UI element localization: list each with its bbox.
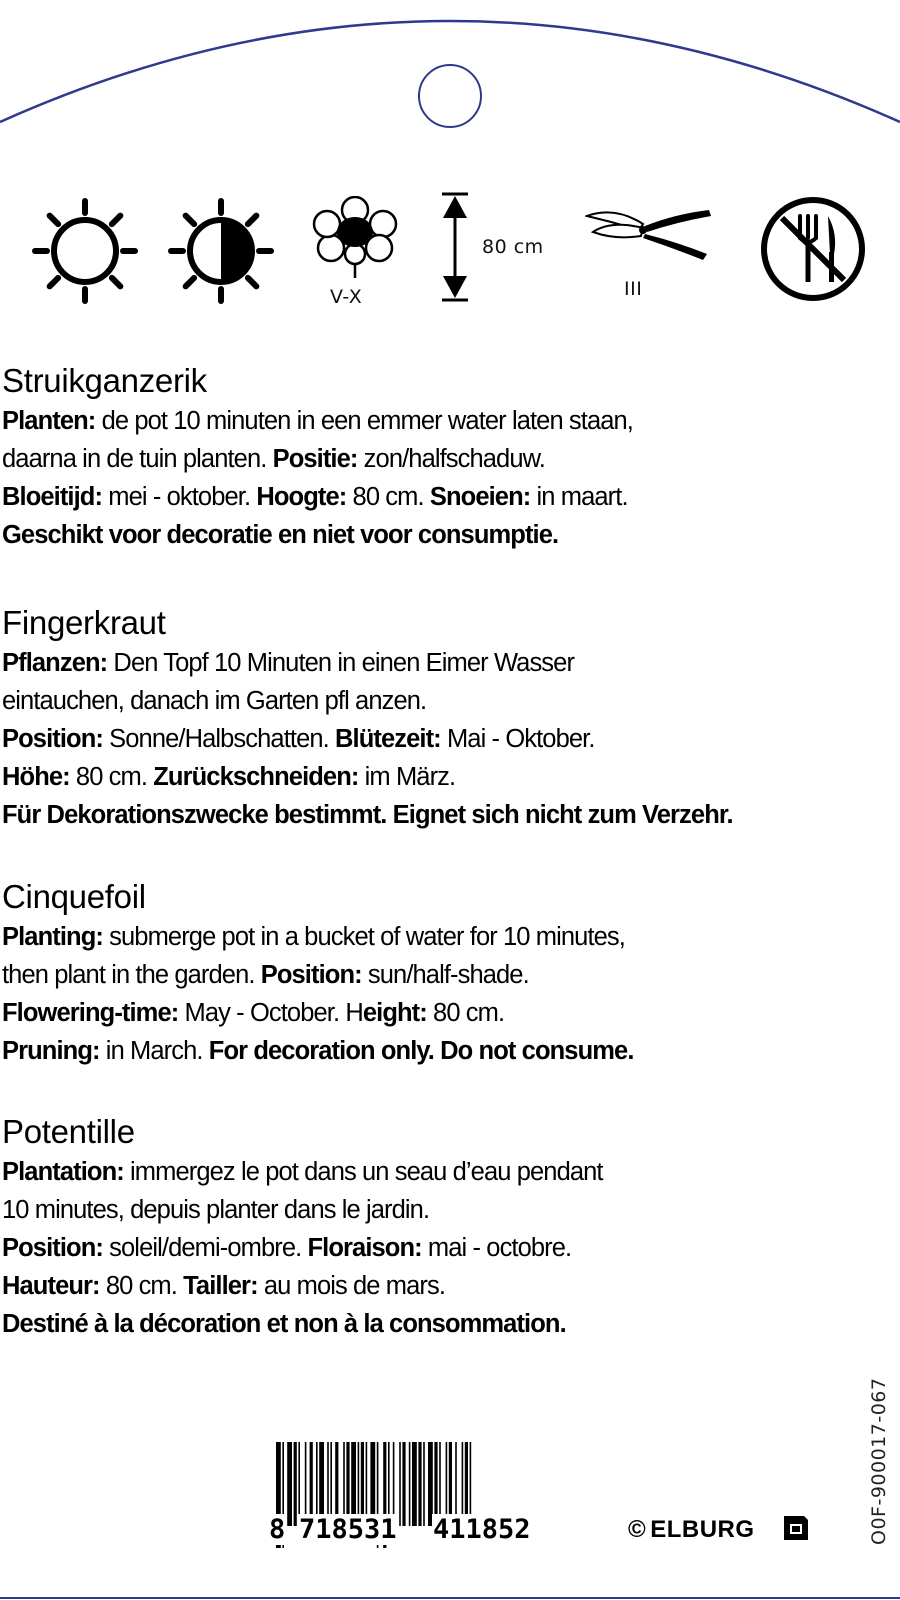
bold-label: Position:	[2, 725, 103, 753]
section-line	[2, 402, 898, 440]
body-text: then plant in the garden.	[2, 961, 261, 989]
hang-hole	[419, 65, 481, 127]
body-text: daarna in de tuin planten.	[2, 445, 273, 473]
section-french	[2, 1113, 898, 1343]
sun-ray	[248, 278, 256, 286]
body-text: 80 cm.	[69, 763, 154, 791]
section-line	[2, 918, 898, 956]
barcode-bar	[399, 1442, 401, 1526]
section-line	[2, 644, 898, 682]
body-text: immergez le pot dans un seau d’eau pendant	[123, 1158, 603, 1186]
bold-label: Planting:	[2, 923, 103, 951]
section-line	[2, 758, 898, 796]
half-shade-icon	[166, 196, 276, 306]
section-title: Struikganzerik	[2, 362, 207, 399]
barcode-bar	[409, 1442, 411, 1526]
flower-icon	[300, 196, 410, 281]
bold-label: Floraison:	[307, 1234, 422, 1262]
barcode-left-group: 718531	[299, 1514, 397, 1545]
body-text: mai - octobre.	[421, 1234, 572, 1262]
bold-label: Flowering-time:	[2, 999, 179, 1027]
bold-label: Höhe:	[2, 763, 70, 791]
bold-label: Geschikt voor decoratie en niet voor consumptie.	[2, 521, 559, 549]
pruning-shears-icon	[585, 206, 725, 266]
body-text: 80 cm.	[426, 999, 505, 1027]
section-line	[2, 994, 898, 1032]
bold-label: Position:	[2, 1234, 103, 1262]
section-german	[2, 604, 898, 834]
bold-label: For decoration only. Do not consume.	[208, 1037, 634, 1065]
barcode-bar	[402, 1442, 405, 1526]
brand-logo	[628, 1516, 755, 1544]
sun-ray	[186, 216, 194, 224]
brand-mark-icon	[782, 1512, 810, 1542]
section-line	[2, 1032, 898, 1070]
body-text: im März.	[358, 763, 456, 791]
barcode-first-digit: 8	[269, 1514, 286, 1545]
section-line	[2, 516, 898, 554]
bold-label: Plantation:	[2, 1158, 124, 1186]
pruning-caption: III	[624, 278, 643, 300]
section-title: Fingerkraut	[2, 604, 166, 641]
bold-label: Snoeien:	[429, 483, 531, 511]
flower-caption: V-X	[330, 286, 363, 308]
bold-label: Pruning:	[2, 1037, 100, 1065]
body-text: Den Topf 10 Minuten in einen Eimer Wasser	[107, 649, 575, 677]
section-line	[2, 440, 898, 478]
barcode-bar	[287, 1442, 292, 1526]
bold-label: Pflanzen:	[2, 649, 108, 677]
bold-label: Hauteur:	[2, 1272, 100, 1300]
body-text: soleil/demi-ombre.	[102, 1234, 308, 1262]
label-top-arch	[0, 21, 900, 122]
sun-ray	[186, 278, 194, 286]
not-edible-icon	[758, 194, 868, 304]
bold-label: Destiné à la décoration et non à la consommation.	[2, 1310, 566, 1338]
section-line	[2, 1305, 898, 1343]
section-line	[2, 1191, 898, 1229]
section-line	[2, 1267, 898, 1305]
bold-label: Hoogte:	[256, 483, 347, 511]
barcode-bar	[423, 1442, 425, 1526]
barcode-right-group: 411852	[433, 1514, 531, 1545]
height-arrow-icon	[440, 192, 470, 302]
bold-label: Blütezeit:	[335, 725, 441, 753]
section-line	[2, 1229, 898, 1267]
bold-label: Bloeitijd:	[2, 483, 103, 511]
body-text: zon/halfschaduw.	[357, 445, 545, 473]
body-text: mei - oktober.	[102, 483, 257, 511]
section-english	[2, 878, 898, 1070]
body-text: 80 cm.	[346, 483, 430, 511]
body-text: 10 minutes, depuis planter dans le jardin.	[2, 1196, 430, 1224]
copyright-symbol: ©	[628, 1516, 647, 1543]
body-text: Sonne/Halbschatten.	[102, 725, 336, 753]
height-caption: 80 cm	[482, 236, 544, 258]
body-text: au mois de mars.	[257, 1272, 446, 1300]
bold-label: Für Dekorationszwecke bestimmt. Eignet sich nicht zum Verzehr.	[2, 801, 733, 829]
bold-label: Positie:	[272, 445, 358, 473]
section-title: Potentille	[2, 1113, 135, 1150]
section-line	[2, 956, 898, 994]
body-text: submerge pot in a bucket of water for 10 minutes,	[102, 923, 625, 951]
bold-label: Tailler:	[183, 1272, 258, 1300]
sun-ray	[50, 216, 58, 224]
sun-ray	[112, 278, 120, 286]
bold-label: Position:	[260, 961, 362, 989]
section-line	[2, 682, 898, 720]
body-text: May - October. H	[178, 999, 363, 1027]
body-text: in maart.	[530, 483, 628, 511]
body-text: 80 cm.	[99, 1272, 184, 1300]
body-text: Mai - Oktober.	[440, 725, 595, 753]
body-text: sun/half-shade.	[361, 961, 529, 989]
sun-ray	[112, 216, 120, 224]
sun-ray	[50, 278, 58, 286]
sun-ray	[248, 216, 256, 224]
barcode-bar	[294, 1442, 297, 1526]
product-code: O0F-900017-067	[868, 1377, 890, 1545]
body-text: eintauchen, danach im Garten pfl anzen.	[2, 687, 427, 715]
barcode-bar	[418, 1442, 421, 1526]
bold-label: Zurückschneiden:	[153, 763, 359, 791]
barcode-bar	[412, 1442, 417, 1526]
body-text: in March.	[99, 1037, 209, 1065]
bold-label: Planten:	[2, 407, 96, 435]
bold-label: eight:	[362, 999, 427, 1027]
section-dutch	[2, 362, 898, 554]
section-title: Cinquefoil	[2, 878, 146, 915]
section-line	[2, 720, 898, 758]
section-line	[2, 796, 898, 834]
full-sun-icon	[30, 196, 140, 306]
section-line	[2, 478, 898, 516]
body-text: de pot 10 minuten in een emmer water laten staan,	[95, 407, 633, 435]
brand-name: ELBURG	[650, 1516, 755, 1543]
section-line	[2, 1153, 898, 1191]
